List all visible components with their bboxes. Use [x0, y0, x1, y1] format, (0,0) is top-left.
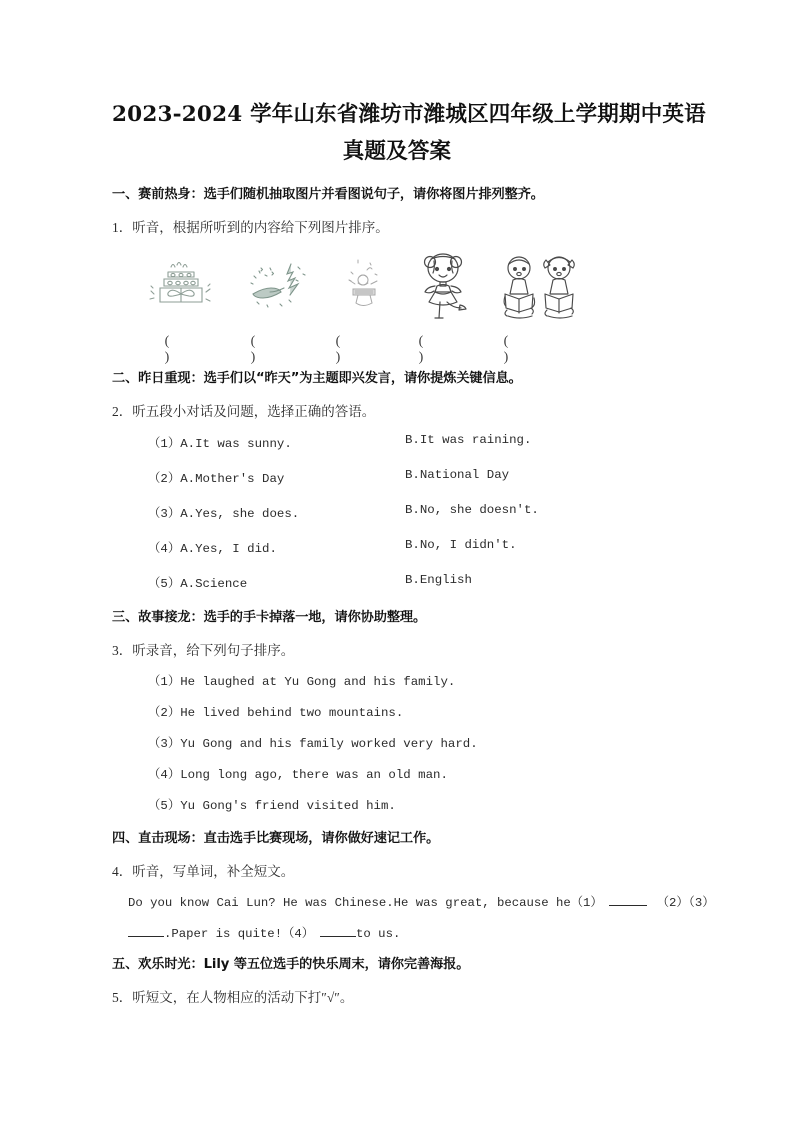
option-number: （5） [148, 577, 181, 591]
option-number: （3） [148, 507, 181, 521]
small-figure-picture [325, 250, 403, 324]
answer-slot-3[interactable]: ( ) [335, 334, 355, 365]
sentence-item[interactable]: （3）Yu Gong and his family worked very hard. [148, 737, 478, 751]
option-b[interactable]: B.It was raining. [405, 433, 532, 447]
page-title-line-1: 2023-2024 学年山东省潍坊市潍城区四年级上学期期中英语 [112, 102, 706, 127]
page-title-line-2: 真题及答案 [342, 139, 452, 164]
option-row [112, 433, 682, 468]
cloze-passage-line-2 [128, 919, 682, 950]
cloze-text-4: to us. [356, 927, 401, 941]
christmas-tree-picture [237, 250, 315, 324]
picture-strip [112, 250, 682, 328]
option-a-text: A.Yes, she does. [180, 507, 300, 521]
option-b[interactable]: B.No, she doesn't. [405, 503, 539, 517]
option-a[interactable] [148, 538, 277, 556]
cloze-text-3: .Paper is quite!（4） [164, 927, 315, 941]
section-heading-1: 一、赛前热身：选手们随机抽取图片并看图说句子，请你将图片排列整齐。 [112, 187, 544, 202]
option-row [112, 538, 682, 573]
cloze-passage-line-1 [128, 888, 715, 919]
sentence-item[interactable]: （1）He laughed at Yu Gong and his family. [148, 675, 456, 689]
question-stem-2: 2．听五段小对话及问题，选择正确的答语。 [112, 404, 376, 419]
option-number: （2） [148, 472, 181, 486]
question-stem-3: 3．听录音，给下列句子排序。 [112, 643, 295, 658]
birthday-cake-picture [142, 250, 220, 324]
answer-slot-2[interactable]: ( ) [250, 334, 270, 365]
option-a[interactable] [148, 433, 292, 451]
document-content [112, 96, 715, 1006]
option-number: （1） [148, 437, 181, 451]
question-stem-5: 5．听短文，在人物相应的活动下打″√″。 [112, 990, 354, 1005]
cloze-text-1: Do you know Cai Lun? He was Chinese.He was great, because he（1） [128, 896, 603, 910]
answer-slot-row [112, 334, 682, 365]
page-title [112, 96, 706, 170]
question-stem-4: 4．听音，写单词，补全短文。 [112, 864, 295, 879]
answer-slot-5[interactable]: ( ) [503, 334, 523, 365]
option-b[interactable]: B.No, I didn't. [405, 538, 517, 552]
option-a-text: A.It was sunny. [180, 437, 292, 451]
cloze-blank-1[interactable] [609, 905, 647, 906]
section-heading-3: 三、故事接龙：选手的手卡掉落一地，请你协助整理。 [112, 610, 427, 625]
option-row [112, 468, 682, 503]
cloze-text-2: （2）（3） [656, 896, 715, 910]
ballerina-girl-picture [404, 250, 482, 324]
sentence-item[interactable]: （4）Long long ago, there was an old man. [148, 768, 448, 782]
question-stem-1: 1．听音，根据所听到的内容给下列图片排序。 [112, 220, 389, 235]
option-a[interactable] [148, 503, 299, 521]
option-number: （4） [148, 542, 181, 556]
children-reading-picture [493, 250, 589, 324]
option-a-text: A.Yes, I did. [180, 542, 277, 556]
answer-slot-1[interactable]: ( ) [164, 334, 184, 365]
sentence-item[interactable]: （2）He lived behind two mountains. [148, 706, 404, 720]
cloze-blank-4[interactable] [320, 936, 356, 937]
option-a[interactable] [148, 573, 247, 591]
option-b[interactable]: B.National Day [405, 468, 510, 482]
section-heading-5: 五、欢乐时光：Lily 等五位选手的快乐周末，请你完善海报。 [112, 957, 470, 972]
option-a-text: A.Mother's Day [180, 472, 285, 486]
option-row [112, 573, 682, 608]
cloze-blank-3[interactable] [128, 936, 164, 937]
section-heading-2: 二、昨日重现：选手们以“昨天”为主题即兴发言，请你提炼关键信息。 [112, 371, 522, 386]
cloze-passage [112, 888, 715, 950]
option-a-text: A.Science [180, 577, 248, 591]
option-row [112, 503, 682, 538]
sentence-item[interactable]: （5）Yu Gong's friend visited him. [148, 799, 396, 813]
answer-slot-4[interactable]: ( ) [418, 334, 438, 365]
option-b[interactable]: B.English [405, 573, 472, 587]
section-heading-4: 四、直击现场：直击选手比赛现场，请你做好速记工作。 [112, 831, 440, 846]
option-a[interactable] [148, 468, 284, 486]
